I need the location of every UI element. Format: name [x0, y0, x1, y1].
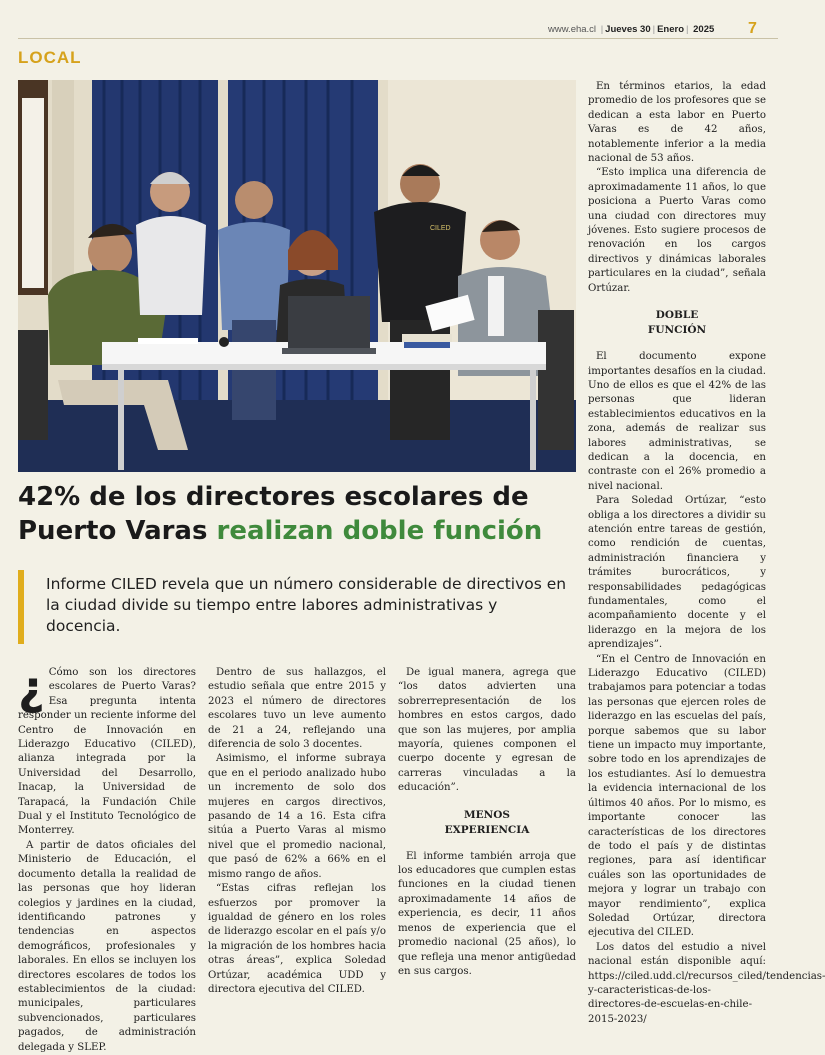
- shirt-logo: CILED: [430, 225, 451, 232]
- subhead-doble-funcion: DOBLE FUNCIÓN: [647, 309, 707, 337]
- article-column-2-body: [208, 666, 386, 997]
- lead-paragraph: Informe CILED revela que un número considerable de directivos en la ciudad divide su tiempo entre labores administrativas y docencia.: [46, 575, 567, 635]
- paragraph: Para Soledad Ortúzar, “esto obliga a los directores a dividir su atención entre tareas de gestión, como rendición de cuentas, administración financiera y trámites burocráticos, y responsabilidades pedagógicas fundamentales, como el acompañamiento docente y el liderazgo en la mejora de los aprendizajes”.: [588, 495, 766, 651]
- paragraph: De igual manera, agrega que “los datos advierten una sobrerrepresentación de los hombres en estos cargos, dado que son las mujeres, por amplia mayoría, quienes componen el cuerpo docente y egresan de carreras vinculadas a la educación”.: [398, 667, 576, 794]
- paragraph: Asimismo, el informe subraya que en el periodo analizado hubo un incremento de solo dos mujeres en cargos directivos, pasando de 14 a 16. Esta cifra sitúa a Puerto Varas al mismo nivel que el promedio nacional, que pasó de 62% a 66% en el mismo rango de años.: [208, 753, 386, 880]
- article-photo: [18, 80, 576, 472]
- paragraph: “Esto implica una diferencia de aproximadamente 11 años, lo que posiciona a Puerto Varas como una ciudad con directores muy jóvenes. Esto sugiere procesos de renovación en los cargos directivos y dinámicas laborales particulares en la ciudad”, señala Ortúzar.: [588, 167, 766, 294]
- paragraph: El informe también arroja que los educadores que cumplen estas funciones en la ciudad tienen aproximadamente 14 años de experiencia, es decir, 11 años menos de experiencia que el promedio nacional (25 años), lo que refleja una menor antigüedad en sus cargos.: [398, 850, 576, 977]
- paragraph: “Estas cifras reflejan los esfuerzos por promover la igualdad de género en los roles de liderazgo escolar en el país y/o la migración de los hombres hacia otras áreas”, explica Soledad Ortúzar, académica UDD y directora ejecutiva del CILED.: [208, 883, 386, 995]
- header-divider: [18, 38, 778, 39]
- issue-month: Enero: [657, 24, 685, 35]
- paragraph: El documento expone importantes desafíos en la ciudad. Uno de ellos es que el 42% de las personas que lideran establecimientos educativos en la zona, además de realizar sus labores administrativas, se dedican a la docencia, en contraste con el 26% promedio a nivel nacional.: [588, 351, 766, 492]
- issue-date-line: www.eha.cl | Jueves 30 | Enero | 2025: [548, 24, 715, 35]
- paragraph: ¿ Cómo son los directores escolares de Puerto Varas? Esa pregunta intenta responder un reciente informe del Centro de Innovación en Liderazgo Educativo (CILED), alianza integrada por la Universidad del Desarrollo, Inacap, la Universidad de Tarapacá, la Fundación Chile Dual y el Instituto Tecnológico de Monterrey.: [18, 661, 196, 837]
- issue-day: Jueves 30: [605, 24, 651, 35]
- paragraph: “En el Centro de Innovación en Liderazgo Educativo (CILED) trabajamos para potenciar a todas las personas que ejercen roles de liderazgo en las escuelas del país, porque sabemos que su labor tiene un impacto muy importante, sobre todo en los aprendizajes de los estudiantes. Así lo demuestra la evidencia internacional de los últimos 40 años. Por lo mismo, es importante conocer las características de los directores de todo el país y de distintas regiones, para así identificar cuáles son las oportunidades de mejora y lograr un trabajo con mayor rendimiento”, explica Soledad Ortúzar, directora ejecutiva del CILED.: [588, 653, 766, 939]
- headline-main: 42% de los directores escolares de Puerto Varas: [18, 482, 529, 546]
- paragraph: Dentro de sus hallazgos, el estudio señala que entre 2015 y 2023 el número de directores escolares tuvo un leve aumento de 21 a 24, reflejando una diferencia de solo 3 docentes.: [208, 667, 386, 751]
- meeting-photo-illustration: [18, 80, 576, 472]
- headline-highlight: realizan doble función: [216, 516, 543, 546]
- issue-year: 2025: [693, 24, 715, 35]
- lead-accent-bar: [18, 570, 24, 644]
- article-column-1: [18, 661, 196, 1055]
- paragraph: Los datos del estudio a nivel nacional están disponible aquí: https://ciled.udd.cl/recursos_ciled/tendencias-y-caracteristicas-de-los-directores-de-escuelas-en-chile-2015-2023/: [588, 941, 825, 1025]
- article-column-3: [398, 666, 576, 979]
- headline: [18, 480, 578, 548]
- paragraph: A partir de datos oficiales del Ministerio de Educación, el documento detalla la realidad de las personas que hoy lideran colegios y jardines en la ciudad, identificando patrones y tendencias en aspectos demográficos, profesionales y laborales. En ellos se incluyen los directores escolares de todos los establecimientos de la ciudad: municipales, particulares subvencionados, particulares pagados, de administración delegada y SLEP.: [18, 839, 196, 1053]
- section-label: LOCAL: [18, 48, 82, 67]
- drop-cap: ¿: [18, 661, 45, 715]
- paragraph: En términos etarios, la edad promedio de los profesores que se dedican a esta labor en Puerto Varas es de 42 años, notablemente inferior a la media nacional de 53 años.: [588, 81, 766, 165]
- page-number: 7: [748, 20, 757, 37]
- article-column-4: [588, 80, 825, 1027]
- subhead-menos-experiencia: MENOS EXPERIENCIA: [444, 808, 530, 836]
- website-url[interactable]: www.eha.cl: [548, 24, 597, 35]
